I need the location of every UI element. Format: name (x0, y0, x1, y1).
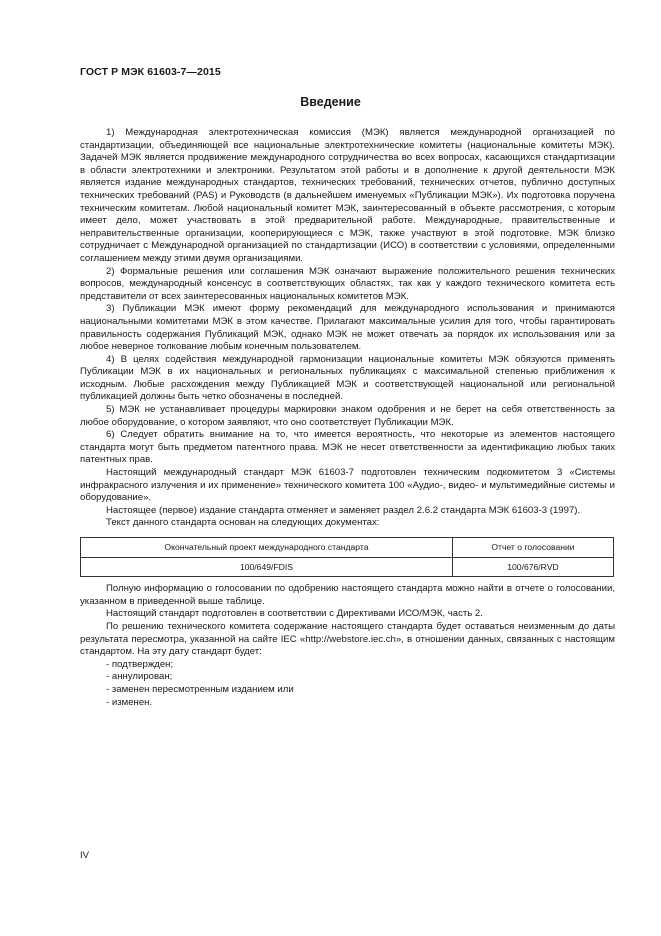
table-row (81, 557, 614, 577)
paragraph-2: 2) Формальные решения или соглашения МЭК означают выражение положительного решения технических вопросов, международный консенсус в соответствующих областях, так как у каждого технического комитета есть представители от всех заинтересованных национальных комитетов МЭК. (80, 265, 615, 302)
paragraph-standard-prep: Настоящий международный стандарт МЭК 61603-7 подготовлен техническим подкомитетом 3 «Системы инфракрасного излучения и их применение» технического комитета 100 «Аудио-, видео- и мультимедийные системы и оборудование». (80, 467, 615, 504)
paragraph-table-intro: Текст данного стандарта основан на следующих документах: (106, 517, 380, 529)
paragraph-1: 1) Международная электротехническая комиссия (МЭК) является международной организацией по стандартизации, объединяющей все национальные электротехнические комитеты (национальные комитеты МЭК). Задачей МЭК является продвижение международного сотрудничества во всех вопросах, касающихся стандартизации в области электротехники и электроники. Результатом этой работы и в дополнение к другой деятельности МЭК является издание международных стандартов, технических требований, технических отчетов, публично доступных технических требований (PAS) и Руководств (в дальнейшем именуемых «Публикации МЭК»). Их подготовка поручена техническим комитетам. Любой национальный комитет МЭК, заинтересованный в объекте рассмотрения, с которым имеет дело, может участвовать в этой предварительной работе. Международные, правительственные и неправительственные организации, кооперирующиеся с МЭК, также участвуют в этой подготовке. МЭК близко сотрудничает с Международной организацией по стандартизации (ИСО) в соответствии с условиями, определенными соглашением между этими двумя организациями. (80, 127, 615, 264)
status-list (80, 659, 615, 709)
paragraph-edition: Настоящее (первое) издание стандарта отменяет и заменяет раздел 2.6.2 стандарта МЭК 61603-3 (1997). (106, 504, 581, 516)
table-cell-rvd: 100/676/RVD (452, 557, 613, 577)
document-body (80, 127, 615, 709)
table-header-rvd: Отчет о голосовании (452, 538, 613, 558)
paragraph-voting-info: Полную информацию о голосовании по одобрению настоящего стандарта можно найти в отчете о голосовании, указанном в приведенной выше таблице. (80, 583, 615, 607)
paragraph-maintenance: По решению технического комитета содержание настоящего стандарта будет оставаться неизменным до даты результата пересмотра, указанной на сайте IEC «http://webstore.iec.ch», в отношении данных, связанных с настоящим стандартом. На эту дату стандарт будет: (80, 620, 615, 658)
document-header: ГОСТ Р МЭК 61603-7—2015 (80, 66, 221, 78)
table-cell-fdis: 100/649/FDIS (81, 557, 453, 577)
list-item: - подтвержден; (106, 658, 174, 670)
voting-documents-table (80, 537, 614, 577)
list-item: - заменен пересмотренным изданием или (106, 683, 294, 695)
section-title: Введение (300, 95, 361, 109)
table-header-fdis: Окончательный проект международного стандарта (81, 538, 453, 558)
list-item: - аннулирован; (106, 671, 173, 683)
paragraph-6: 6) Следует обратить внимание на то, что имеется вероятность, что некоторые из элементов настоящего стандарта могут быть предметом патентного права. МЭК не несет ответственности за идентификацию любых таких патентных прав. (80, 429, 615, 466)
table-header-row (81, 538, 614, 558)
paragraph-directives: Настоящий стандарт подготовлен в соответствии с Директивами ИСО/МЭК, часть 2. (106, 608, 483, 620)
paragraph-5: 5) МЭК не устанавливает процедуры маркировки знаком одобрения и не берет на себя ответственность за любое оборудование, о котором заявляют, что оно соответствует Публикации МЭК. (80, 404, 615, 428)
list-item: - изменен. (106, 696, 153, 708)
paragraph-4: 4) В целях содействия международной гармонизации национальные комитеты МЭК обязуются применять Публикации МЭК в их национальных и региональных публикациях с максимальной степенью приближения к исходным. Любые расхождения между Публикацией МЭК и соответствующей национальной или региональной публикацией должны быть четко обозначены в последней. (80, 353, 615, 403)
page-number: IV (80, 850, 90, 861)
paragraph-3: 3) Публикации МЭК имеют форму рекомендаций для международного использования и принимаются национальными комитетами МЭК в этом качестве. Прилагают максимальные усилия для того, чтобы гарантировать правильность содержания Публикаций МЭК, однако МЭК не может отвечать за порядок их использования или за любое неверное толкование любым конечным пользователем. (80, 303, 615, 353)
